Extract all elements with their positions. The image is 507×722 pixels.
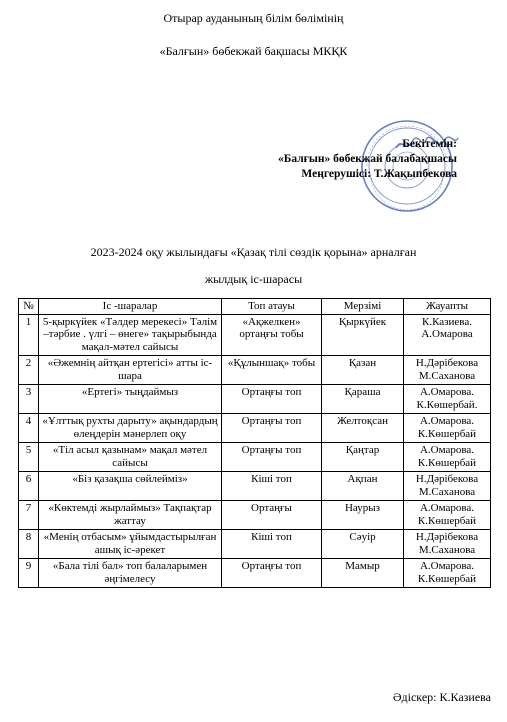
cell-number: 3 — [19, 385, 39, 414]
org-department-title: Отырар ауданының білім бөлімінің — [163, 11, 344, 25]
approval-org: «Балғын» бөбекжай балабақшасы — [278, 153, 457, 165]
col-header-events: Іс -шаралар — [39, 299, 222, 315]
cell-date: Сәуір — [322, 530, 404, 559]
executor-signature-line: Әдіскер: К.Казиева — [392, 690, 491, 704]
table-row — [19, 414, 491, 443]
cell-responsible: Н.Дәрібекова М.Саханова — [404, 530, 491, 559]
col-header-number: № — [19, 299, 39, 315]
table-row — [19, 530, 491, 559]
cell-event: «Біз қазақша сөйлейміз» — [39, 472, 222, 501]
cell-number: 8 — [19, 530, 39, 559]
col-header-group: Топ атауы — [222, 299, 322, 315]
cell-number: 4 — [19, 414, 39, 443]
approved-label: Бекітемін: — [402, 138, 457, 150]
col-header-date: Мерзімі — [322, 299, 404, 315]
cell-responsible: А.Омарова. К.Көшербай — [404, 559, 491, 588]
cell-responsible: Н.Дәрібекова М.Саханова — [404, 356, 491, 385]
cell-responsible: А.Омарова. К.Көшербай — [404, 443, 491, 472]
cell-date: Қараша — [322, 385, 404, 414]
cell-date: Қыркүйек — [322, 314, 404, 356]
cell-number: 1 — [19, 314, 39, 356]
document-title: 2023-2024 оқу жылындағы «Қазақ тілі сөздік қорына» арналған — [90, 245, 417, 259]
cell-group: Кіші топ — [222, 530, 322, 559]
cell-event: 5-қыркүйек «Тәлдер мерекесі» Тәлім –тәрбие . үлгі – өнеге» тақырыбында мақал-мәтел сайысы — [39, 314, 222, 356]
cell-group: «Құлыншақ» тобы — [222, 356, 322, 385]
table-row — [19, 472, 491, 501]
cell-event: «Көктемді жырлаймыз» Тақпақтар жаттау — [39, 501, 222, 530]
cell-number: 5 — [19, 443, 39, 472]
cell-event: «Ертегі» тыңдаймыз — [39, 385, 222, 414]
cell-responsible: Н.Дәрібекова М.Саханова — [404, 472, 491, 501]
cell-date: Қазан — [322, 356, 404, 385]
approval-manager: Меңгерушісі: Т.Жақыпбекова — [301, 168, 457, 180]
table-row — [19, 559, 491, 588]
cell-group: Ортаңғы топ — [222, 414, 322, 443]
cell-event: «Әжемнің айтқан ертегісі» атты іс-шара — [39, 356, 222, 385]
cell-event: «Бала тілі бал» топ балаларымен әңгімелесу — [39, 559, 222, 588]
approval-block — [278, 137, 457, 182]
cell-date: Мамыр — [322, 559, 404, 588]
cell-responsible: А.Омарова. К.Көшербай. — [404, 385, 491, 414]
cell-date: Желтоқсан — [322, 414, 404, 443]
cell-event: «Менің отбасым» ұйымдастырылған ашық іс-әрекет — [39, 530, 222, 559]
table-row — [19, 501, 491, 530]
table-row — [19, 356, 491, 385]
cell-date: Ақпан — [322, 472, 404, 501]
cell-responsible: К.Казиева. А.Омарова — [404, 314, 491, 356]
cell-group: Кіші топ — [222, 472, 322, 501]
cell-number: 9 — [19, 559, 39, 588]
cell-group: «Ақжелкен» ортаңғы тобы — [222, 314, 322, 356]
cell-number: 7 — [19, 501, 39, 530]
cell-responsible: А.Омарова. К.Көшербай — [404, 414, 491, 443]
cell-event: «Тіл асыл қазынам» мақал мәтел сайысы — [39, 443, 222, 472]
cell-date: Наурыз — [322, 501, 404, 530]
cell-group: Ортаңғы топ — [222, 443, 322, 472]
table-header-row — [19, 299, 491, 315]
table-row — [19, 385, 491, 414]
cell-number: 6 — [19, 472, 39, 501]
table-row — [19, 443, 491, 472]
table-row — [19, 314, 491, 356]
cell-event: «Ұлттық рухты дарыту» ақындардың өлеңдерін мәнерлеп оқу — [39, 414, 222, 443]
events-table — [18, 298, 491, 588]
cell-date: Қаңтар — [322, 443, 404, 472]
cell-responsible: А.Омарова. К.Көшербай — [404, 501, 491, 530]
cell-number: 2 — [19, 356, 39, 385]
cell-group: Ортаңғы — [222, 501, 322, 530]
cell-group: Ортаңғы топ — [222, 559, 322, 588]
col-header-responsible: Жауапты — [404, 299, 491, 315]
cell-group: Ортаңғы топ — [222, 385, 322, 414]
document-subtitle: жылдық іс-шарасы — [204, 272, 303, 286]
kindergarten-name: «Балғын» бөбекжай бақшасы МКҚК — [159, 44, 348, 58]
